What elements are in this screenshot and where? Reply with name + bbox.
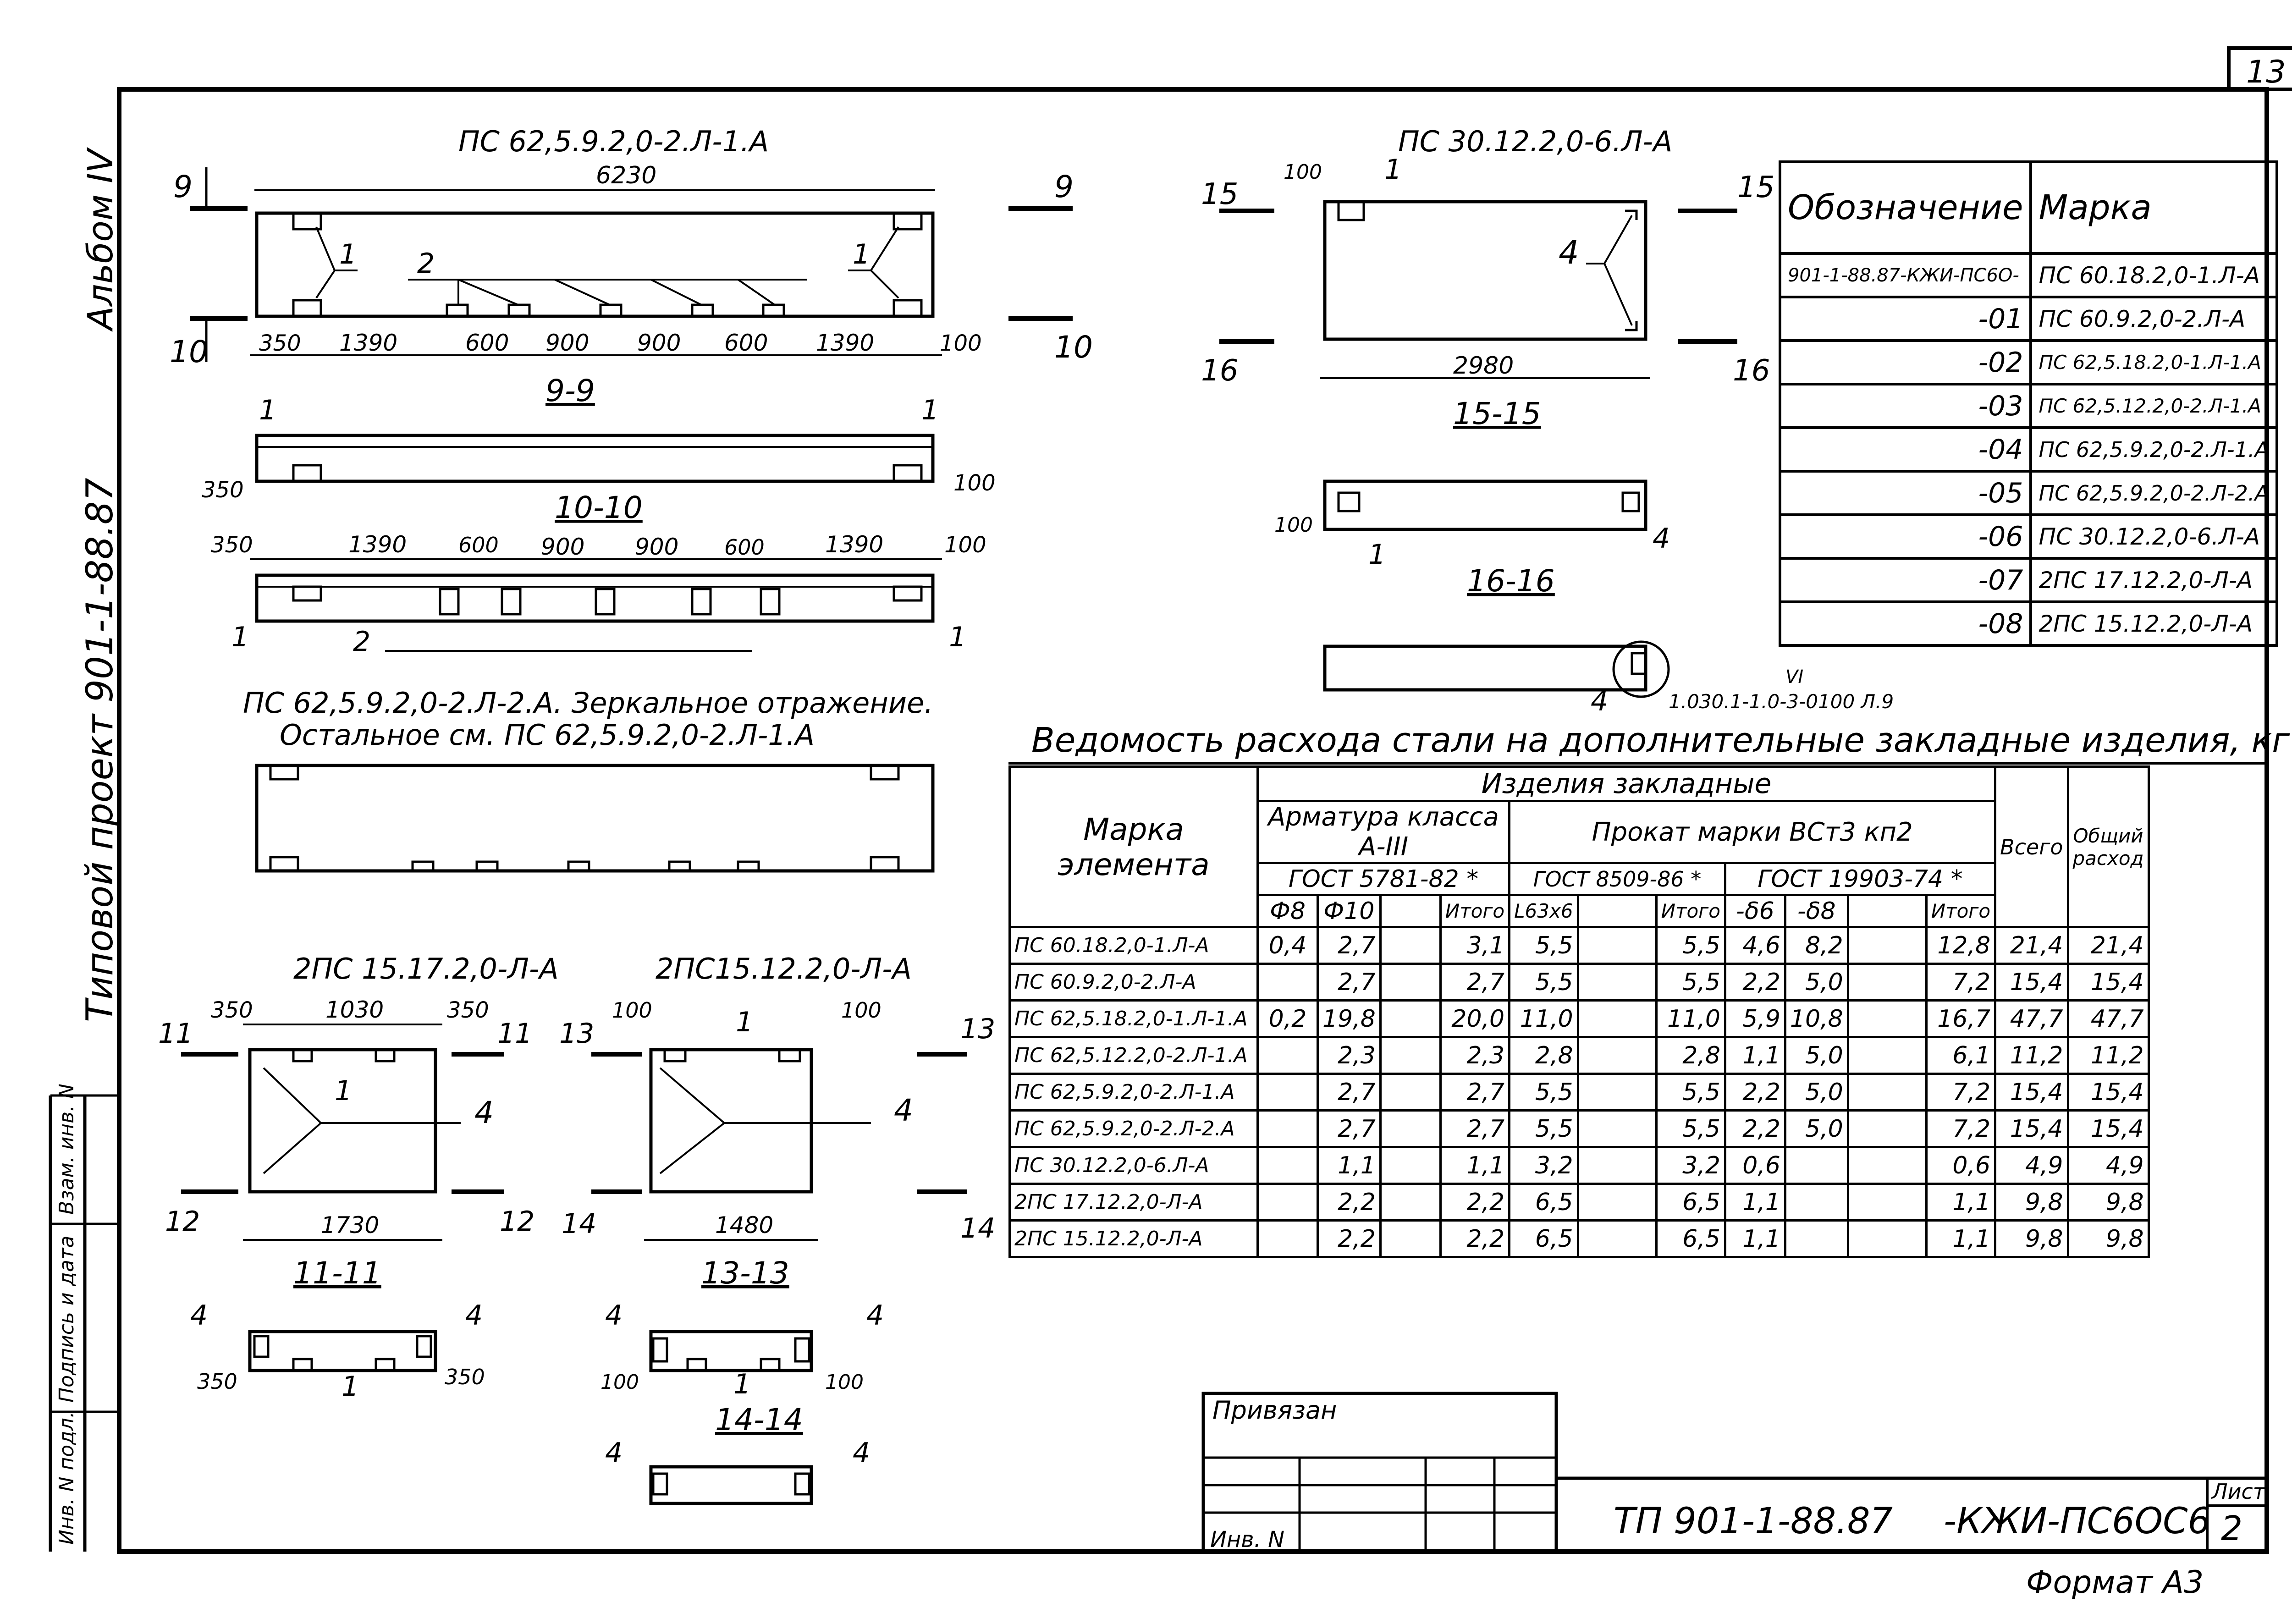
steel-cell: 2,7 — [1440, 1111, 1509, 1147]
stamp-signature: Подпись и дата — [55, 1235, 78, 1403]
steel-table — [1008, 765, 2150, 1258]
steel-cell: 16,7 — [1926, 1001, 1995, 1037]
steel-cell — [1848, 1184, 1926, 1221]
cut-14-left: 14 — [562, 1208, 597, 1240]
ps1517-sec-mark-4-r: 4 — [465, 1299, 483, 1332]
steel-cell: 5,5 — [1656, 927, 1725, 964]
mark-2: 2 — [417, 248, 435, 280]
steel-cell: 5,0 — [1785, 1074, 1848, 1111]
mark-header: Марка — [2031, 162, 2276, 253]
cut-14-right: 14 — [960, 1212, 996, 1244]
steel-cell — [1785, 1147, 1848, 1184]
steel-cell: 5,5 — [1656, 1111, 1725, 1147]
steel-cell — [1848, 927, 1926, 964]
mark-value: ПС 62,5.12.2,0-2.Л-1.А — [2031, 384, 2276, 428]
ps30-title: ПС 30.12.2,0-6.Л-А — [1398, 125, 1673, 158]
ps1517-title: 2ПС 15.17.2,0-Л-А — [293, 952, 559, 985]
designation-code: -06 — [1780, 515, 2031, 558]
steel-cell: 6,5 — [1510, 1184, 1578, 1221]
steel-cell: 6,5 — [1656, 1221, 1725, 1257]
steel-row-mark: ПС 62,5.9.2,0-2.Л-2.А — [1010, 1111, 1258, 1147]
table-row — [1010, 964, 2149, 1001]
detail-ref: 1.030.1-1.0-3-0100 Л.9 — [1669, 690, 1894, 713]
mark-1-10-left: 1 — [259, 394, 277, 426]
steel-sub-d8: -δ8 — [1785, 895, 1848, 927]
steel-cell — [1380, 964, 1440, 1001]
steel-cell: 11,2 — [2068, 1037, 2149, 1074]
ps1512-sec-mark-1: 1 — [733, 1368, 751, 1400]
steel-row-mark: ПС 62,5.9.2,0-2.Л-1.А — [1010, 1074, 1258, 1111]
steel-cell — [1578, 1001, 1656, 1037]
steel-cell — [1258, 1037, 1318, 1074]
elev-dim-0: 350 — [259, 330, 301, 356]
steel-cell: 7,2 — [1926, 964, 1995, 1001]
mark-1-right: 1 — [853, 238, 871, 270]
ps30-cut-15-left: 15 — [1201, 177, 1239, 211]
steel-cell — [1785, 1221, 1848, 1257]
steel-header-items: Изделия закладные — [1258, 767, 1995, 801]
designation-code: -05 — [1780, 471, 2031, 515]
steel-cell: 11,0 — [1510, 1001, 1578, 1037]
ps1517-sec-mark-4-l: 4 — [190, 1299, 208, 1332]
steel-row-mark: ПС 30.12.2,0-6.Л-А — [1010, 1147, 1258, 1184]
steel-header-general: Общий расход — [2068, 767, 2149, 927]
ps30-16-mark-4: 4 — [1653, 523, 1670, 555]
table-row — [1010, 1111, 2149, 1147]
mirror-note-2: Остальное см. ПС 62,5.9.2,0-2.Л-1.А — [280, 718, 815, 752]
steel-row-mark: ПС 62,5.18.2,0-1.Л-1.А — [1010, 1001, 1258, 1037]
steel-cell: 0,4 — [1258, 927, 1318, 964]
designation-code: -07 — [1780, 558, 2031, 602]
ps1517-sec-350-r: 350 — [445, 1365, 485, 1389]
steel-cell — [1848, 1074, 1926, 1111]
ps30-cut-15-right: 15 — [1737, 171, 1775, 204]
steel-cell — [1380, 1074, 1440, 1111]
mark-value: ПС 60.9.2,0-2.Л-А — [2031, 297, 2276, 341]
ps1517-dim-350-l: 350 — [211, 997, 253, 1023]
table-row — [1010, 1147, 2149, 1184]
sheet-label: Лист — [2212, 1479, 2265, 1504]
elev-dim-4: 900 — [637, 330, 681, 356]
mark-value: ПС 62,5.9.2,0-2.Л-1.А — [2031, 428, 2276, 471]
steel-cell — [1578, 964, 1656, 1001]
steel-header-rolled-gost1: ГОСТ 8509-86 * — [1510, 863, 1725, 895]
ps30-16-100: 100 — [1274, 513, 1313, 537]
ps1517-panel — [250, 1050, 435, 1192]
table-row — [1010, 1074, 2149, 1111]
designation-code: -04 — [1780, 428, 2031, 471]
ps1512-dim-100-r: 100 — [841, 998, 882, 1023]
steel-cell: 2,7 — [1318, 964, 1381, 1001]
steel-cell — [1578, 1221, 1656, 1257]
elevation-overall-dim: 6230 — [596, 162, 657, 189]
steel-cell: 5,0 — [1785, 964, 1848, 1001]
steel-cell: 5,5 — [1510, 1111, 1578, 1147]
steel-cell: 2,3 — [1318, 1037, 1381, 1074]
steel-header-rebar: Арматура класса А-III — [1258, 801, 1510, 863]
dim-350-10: 350 — [202, 477, 244, 503]
steel-row-mark: ПС 60.18.2,0-1.Л-А — [1010, 927, 1258, 964]
stamp-inv-orig: Инв. N подл. — [55, 1411, 78, 1545]
plan-dim-4: 900 — [635, 534, 679, 560]
steel-sub-l63: L63x6 — [1510, 895, 1578, 927]
cut-12-left: 12 — [165, 1206, 200, 1238]
steel-header-rebar-gost: ГОСТ 5781-82 * — [1258, 863, 1510, 895]
steel-sub-f10: Ф10 — [1318, 895, 1381, 927]
cut-11-right: 11 — [497, 1018, 533, 1050]
steel-cell: 9,8 — [2068, 1184, 2149, 1221]
table-row — [1010, 1001, 2149, 1037]
bound-label: Привязан — [1212, 1396, 1337, 1425]
steel-sub-f8: Ф8 — [1258, 895, 1318, 927]
cut-10-right: 10 — [1054, 330, 1093, 365]
elev-dim-1: 1390 — [339, 330, 398, 356]
designation-code: -01 — [1780, 297, 2031, 341]
steel-sub-empty — [1578, 895, 1656, 927]
mark-1-plan-left: 1 — [231, 621, 249, 653]
designation-code: -02 — [1780, 341, 2031, 384]
cut-9-right: 9 — [1054, 169, 1074, 204]
steel-cell — [1380, 1221, 1440, 1257]
section-11-panel — [250, 1332, 435, 1371]
steel-cell: 1,1 — [1926, 1184, 1995, 1221]
section-9-9: 9-9 — [545, 373, 595, 408]
cut-12-right: 12 — [500, 1206, 535, 1238]
steel-cell: 1,1 — [1440, 1147, 1509, 1184]
cut-10-left: 10 — [170, 334, 208, 369]
steel-cell: 10,8 — [1785, 1001, 1848, 1037]
table-row — [1010, 1037, 2149, 1074]
cut-9-left: 9 — [173, 169, 193, 204]
cut-13-right: 13 — [960, 1013, 996, 1045]
steel-sub-empty — [1380, 895, 1440, 927]
table-row — [1010, 1184, 2149, 1221]
steel-cell — [1848, 1221, 1926, 1257]
mark-2-plan: 2 — [353, 626, 371, 658]
steel-cell: 7,2 — [1926, 1111, 1995, 1147]
steel-cell: 5,0 — [1785, 1111, 1848, 1147]
steel-cell: 15,4 — [1995, 1074, 2068, 1111]
steel-cell: 8,2 — [1785, 927, 1848, 964]
title-code-suffix: -КЖИ-ПС6ОС6 — [1944, 1501, 2211, 1542]
elev-dim-7: 100 — [940, 330, 982, 356]
elevation-title: ПС 62,5.9.2,0-2.Л-1.А — [458, 125, 769, 158]
plan-dim-5: 600 — [724, 535, 765, 560]
ps1512-plan — [651, 1467, 811, 1503]
steel-row-mark: ПС 62,5.12.2,0-2.Л-1.А — [1010, 1037, 1258, 1074]
section-15-15: 15-15 — [1453, 396, 1541, 431]
designation-code: -03 — [1780, 384, 2031, 428]
steel-cell — [1848, 964, 1926, 1001]
steel-row-mark: ПС 60.9.2,0-2.Л-А — [1010, 964, 1258, 1001]
steel-cell: 2,8 — [1656, 1037, 1725, 1074]
steel-cell: 20,0 — [1440, 1001, 1509, 1037]
steel-cell: 2,2 — [1318, 1221, 1381, 1257]
steel-cell — [1848, 1111, 1926, 1147]
steel-cell — [1258, 964, 1318, 1001]
ps30-plan — [1325, 646, 1646, 690]
project-label: Типовой проект 901-1-88.87 — [78, 478, 121, 1022]
ps30-cut-16-right: 16 — [1733, 354, 1770, 388]
plan-dim-1: 1390 — [348, 531, 407, 558]
ps1517-dim-1730: 1730 — [321, 1212, 380, 1239]
title-code: ТП 901-1-88.87 — [1614, 1501, 1893, 1542]
mark-value: ПС 62,5.18.2,0-1.Л-1.А — [2031, 341, 2276, 384]
steel-header-total: Всего — [1995, 767, 2068, 927]
table-row — [1010, 1221, 2149, 1257]
section-13-13: 13-13 — [701, 1255, 789, 1291]
steel-header-rolled: Прокат марки ВСт3 кп2 — [1510, 801, 1995, 863]
mark-1-10-right: 1 — [921, 394, 939, 426]
steel-cell — [1258, 1111, 1318, 1147]
steel-cell: 1,1 — [1725, 1184, 1785, 1221]
section-14-panel — [651, 1332, 811, 1371]
steel-cell: 4,9 — [2068, 1147, 2149, 1184]
stamp-replace-inv: Взам. инв. N — [55, 1084, 78, 1215]
ps1512-plan-mark-4-r: 4 — [853, 1437, 871, 1469]
album-label: Альбом IV — [80, 149, 121, 330]
steel-cell: 5,5 — [1510, 964, 1578, 1001]
section-14-14: 14-14 — [715, 1402, 803, 1437]
steel-cell: 1,1 — [1318, 1147, 1381, 1184]
steel-table-title: Ведомость расхода стали на дополнительные закладные изделия, кг — [1031, 721, 2290, 760]
steel-row-mark: 2ПС 15.12.2,0-Л-А — [1010, 1221, 1258, 1257]
steel-cell — [1258, 1147, 1318, 1184]
ps1512-sec-mark-4-l: 4 — [605, 1299, 623, 1332]
ps1512-title: 2ПС15.12.2,0-Л-А — [656, 952, 912, 985]
designation-code: 901-1-88.87-КЖИ-ПС6О- — [1780, 253, 2031, 297]
ps1517-sec-350-l: 350 — [197, 1369, 237, 1394]
steel-cell: 11,0 — [1656, 1001, 1725, 1037]
section-11-11: 11-11 — [293, 1255, 381, 1291]
steel-sub-total2: Итого — [1656, 895, 1725, 927]
mark-value: ПС 30.12.2,0-6.Л-А — [2031, 515, 2276, 558]
steel-cell — [1380, 1147, 1440, 1184]
plan-dim-6: 1390 — [825, 531, 884, 558]
ps30-panel — [1325, 202, 1646, 339]
steel-cell: 0,2 — [1258, 1001, 1318, 1037]
ps30-16-mark-1: 1 — [1368, 539, 1386, 571]
elevation-panel — [257, 213, 933, 316]
ps1517-mark-4: 4 — [474, 1095, 494, 1130]
steel-cell: 11,2 — [1995, 1037, 2068, 1074]
ps1512-sec-mark-4-r: 4 — [866, 1299, 884, 1332]
section-10-10: 10-10 — [555, 490, 643, 525]
steel-cell — [1848, 1001, 1926, 1037]
ps30-plan-mark-4: 4 — [1591, 685, 1609, 717]
steel-header-mark: Марка элемента — [1010, 767, 1258, 927]
steel-cell: 2,2 — [1440, 1184, 1509, 1221]
steel-cell: 5,0 — [1785, 1037, 1848, 1074]
ps30-cut-16-left: 16 — [1201, 354, 1239, 388]
steel-cell: 15,4 — [2068, 964, 2149, 1001]
mark-1-plan-right: 1 — [949, 621, 967, 653]
steel-header-rolled-gost2: ГОСТ 19903-74 * — [1725, 863, 1995, 895]
mark-1-left: 1 — [339, 238, 357, 270]
plan-dim-0: 350 — [211, 532, 253, 558]
mark-value: ПС 62,5.9.2,0-2.Л-2.А — [2031, 471, 2276, 515]
elev-dim-3: 900 — [545, 330, 590, 356]
inv-label: Инв. N — [1210, 1527, 1284, 1552]
elev-dim-5: 600 — [724, 330, 768, 356]
steel-cell: 6,5 — [1510, 1221, 1578, 1257]
plan-dim-7: 100 — [944, 532, 986, 558]
steel-cell: 2,7 — [1440, 964, 1509, 1001]
ps1512-mark-4: 4 — [894, 1093, 913, 1128]
steel-cell: 19,8 — [1318, 1001, 1381, 1037]
steel-cell — [1380, 1037, 1440, 1074]
steel-cell: 6,5 — [1656, 1184, 1725, 1221]
steel-cell: 9,8 — [1995, 1221, 2068, 1257]
steel-cell: 2,7 — [1318, 1074, 1381, 1111]
ps1517-sec-mark-1: 1 — [342, 1371, 359, 1403]
steel-cell: 21,4 — [1995, 927, 2068, 964]
steel-cell: 21,4 — [2068, 927, 2149, 964]
steel-cell: 2,2 — [1725, 1111, 1785, 1147]
ps1517-dim-350-r: 350 — [447, 997, 489, 1023]
steel-cell: 2,3 — [1440, 1037, 1509, 1074]
steel-cell: 9,8 — [2068, 1221, 2149, 1257]
steel-cell: 9,8 — [1995, 1184, 2068, 1221]
steel-cell: 0,6 — [1725, 1147, 1785, 1184]
steel-cell — [1578, 1147, 1656, 1184]
steel-cell: 3,1 — [1440, 927, 1509, 964]
plan-dim-2: 600 — [458, 533, 499, 557]
steel-cell: 15,4 — [1995, 1111, 2068, 1147]
designation-code: -08 — [1780, 602, 2031, 645]
steel-cell: 2,7 — [1318, 927, 1381, 964]
designation-header: Обозначение — [1780, 162, 2031, 253]
steel-cell — [1258, 1184, 1318, 1221]
steel-cell: 5,5 — [1656, 1074, 1725, 1111]
steel-cell — [1785, 1184, 1848, 1221]
plan-dim-3: 900 — [541, 534, 585, 560]
steel-cell: 15,4 — [2068, 1111, 2149, 1147]
steel-cell: 2,2 — [1318, 1184, 1381, 1221]
steel-cell: 2,7 — [1440, 1074, 1509, 1111]
steel-cell: 2,2 — [1440, 1221, 1509, 1257]
steel-cell: 3,2 — [1510, 1147, 1578, 1184]
steel-cell: 2,7 — [1318, 1111, 1381, 1147]
steel-cell: 4,9 — [1995, 1147, 2068, 1184]
elev-dim-6: 1390 — [816, 330, 875, 356]
steel-cell — [1258, 1074, 1318, 1111]
steel-cell: 1,1 — [1725, 1221, 1785, 1257]
steel-cell: 1,1 — [1926, 1221, 1995, 1257]
steel-cell: 1,1 — [1725, 1037, 1785, 1074]
mark-value: 2ПС 15.12.2,0-Л-А — [2031, 602, 2276, 645]
steel-cell — [1848, 1037, 1926, 1074]
steel-cell: 2,8 — [1510, 1037, 1578, 1074]
dim-100-10: 100 — [953, 470, 996, 496]
ps30-overall: 2980 — [1453, 352, 1514, 380]
steel-cell: 15,4 — [1995, 964, 2068, 1001]
steel-cell: 0,6 — [1926, 1147, 1995, 1184]
cut-11-left: 11 — [158, 1018, 193, 1050]
ps1517-dim-1030: 1030 — [325, 996, 384, 1023]
steel-cell — [1578, 1074, 1656, 1111]
steel-cell: 5,5 — [1510, 1074, 1578, 1111]
steel-cell: 5,5 — [1656, 964, 1725, 1001]
detail-ref-vi: VI — [1785, 666, 1804, 688]
ps30-mark-4: 4 — [1559, 234, 1579, 271]
section-10-panel — [257, 435, 933, 481]
page-number: 13 — [2246, 54, 2286, 90]
cut-13-left: 13 — [559, 1018, 595, 1050]
steel-cell: 4,6 — [1725, 927, 1785, 964]
steel-cell: 7,2 — [1926, 1074, 1995, 1111]
mark-value: ПС 60.18.2,0-1.Л-А — [2031, 253, 2276, 297]
steel-cell — [1848, 1147, 1926, 1184]
mirror-panel — [257, 765, 933, 871]
elev-dim-2: 600 — [465, 330, 509, 356]
steel-cell: 12,8 — [1926, 927, 1995, 964]
steel-cell — [1578, 1184, 1656, 1221]
steel-sub-empty — [1848, 895, 1926, 927]
steel-cell: 47,7 — [1995, 1001, 2068, 1037]
steel-cell — [1578, 1037, 1656, 1074]
ps1512-sec-100-l: 100 — [601, 1371, 639, 1394]
ps1512-panel — [651, 1050, 811, 1192]
steel-cell — [1578, 1111, 1656, 1147]
steel-cell: 6,1 — [1926, 1037, 1995, 1074]
steel-row-mark: 2ПС 17.12.2,0-Л-А — [1010, 1184, 1258, 1221]
steel-sub-total1: Итого — [1440, 895, 1509, 927]
steel-cell: 47,7 — [2068, 1001, 2149, 1037]
ps30-mark-1: 1 — [1384, 154, 1402, 186]
steel-sub-total3: Итого — [1926, 895, 1995, 927]
steel-cell: 2,2 — [1725, 1074, 1785, 1111]
steel-cell — [1578, 927, 1656, 964]
steel-cell: 5,5 — [1510, 927, 1578, 964]
designation-table — [1779, 160, 2278, 647]
steel-sub-d6: -δ6 — [1725, 895, 1785, 927]
steel-cell: 5,9 — [1725, 1001, 1785, 1037]
section-16-16: 16-16 — [1467, 563, 1555, 599]
mark-value: 2ПС 17.12.2,0-Л-А — [2031, 558, 2276, 602]
format-label: Формат А3 — [2026, 1564, 2204, 1601]
steel-cell — [1380, 927, 1440, 964]
ps30-dim-100: 100 — [1284, 160, 1322, 184]
steel-cell — [1258, 1221, 1318, 1257]
ps1512-sec-100-r: 100 — [825, 1371, 864, 1394]
steel-cell: 3,2 — [1656, 1147, 1725, 1184]
section-16-panel — [1325, 481, 1646, 529]
mirror-note-1: ПС 62,5.9.2,0-2.Л-2.А. Зеркальное отражение. — [243, 686, 933, 720]
ps1512-mark-1: 1 — [736, 1006, 754, 1038]
steel-cell — [1380, 1111, 1440, 1147]
steel-cell: 2,2 — [1725, 964, 1785, 1001]
ps1517-mark-1: 1 — [335, 1075, 353, 1107]
steel-cell — [1380, 1001, 1440, 1037]
sheet-number: 2 — [2221, 1509, 2243, 1548]
steel-cell: 15,4 — [2068, 1074, 2149, 1111]
ps1512-plan-mark-4-l: 4 — [605, 1437, 623, 1469]
ps1512-dim-1480: 1480 — [715, 1212, 774, 1239]
ps1512-dim-100-l: 100 — [612, 998, 652, 1023]
table-row — [1010, 927, 2149, 964]
steel-cell — [1380, 1184, 1440, 1221]
